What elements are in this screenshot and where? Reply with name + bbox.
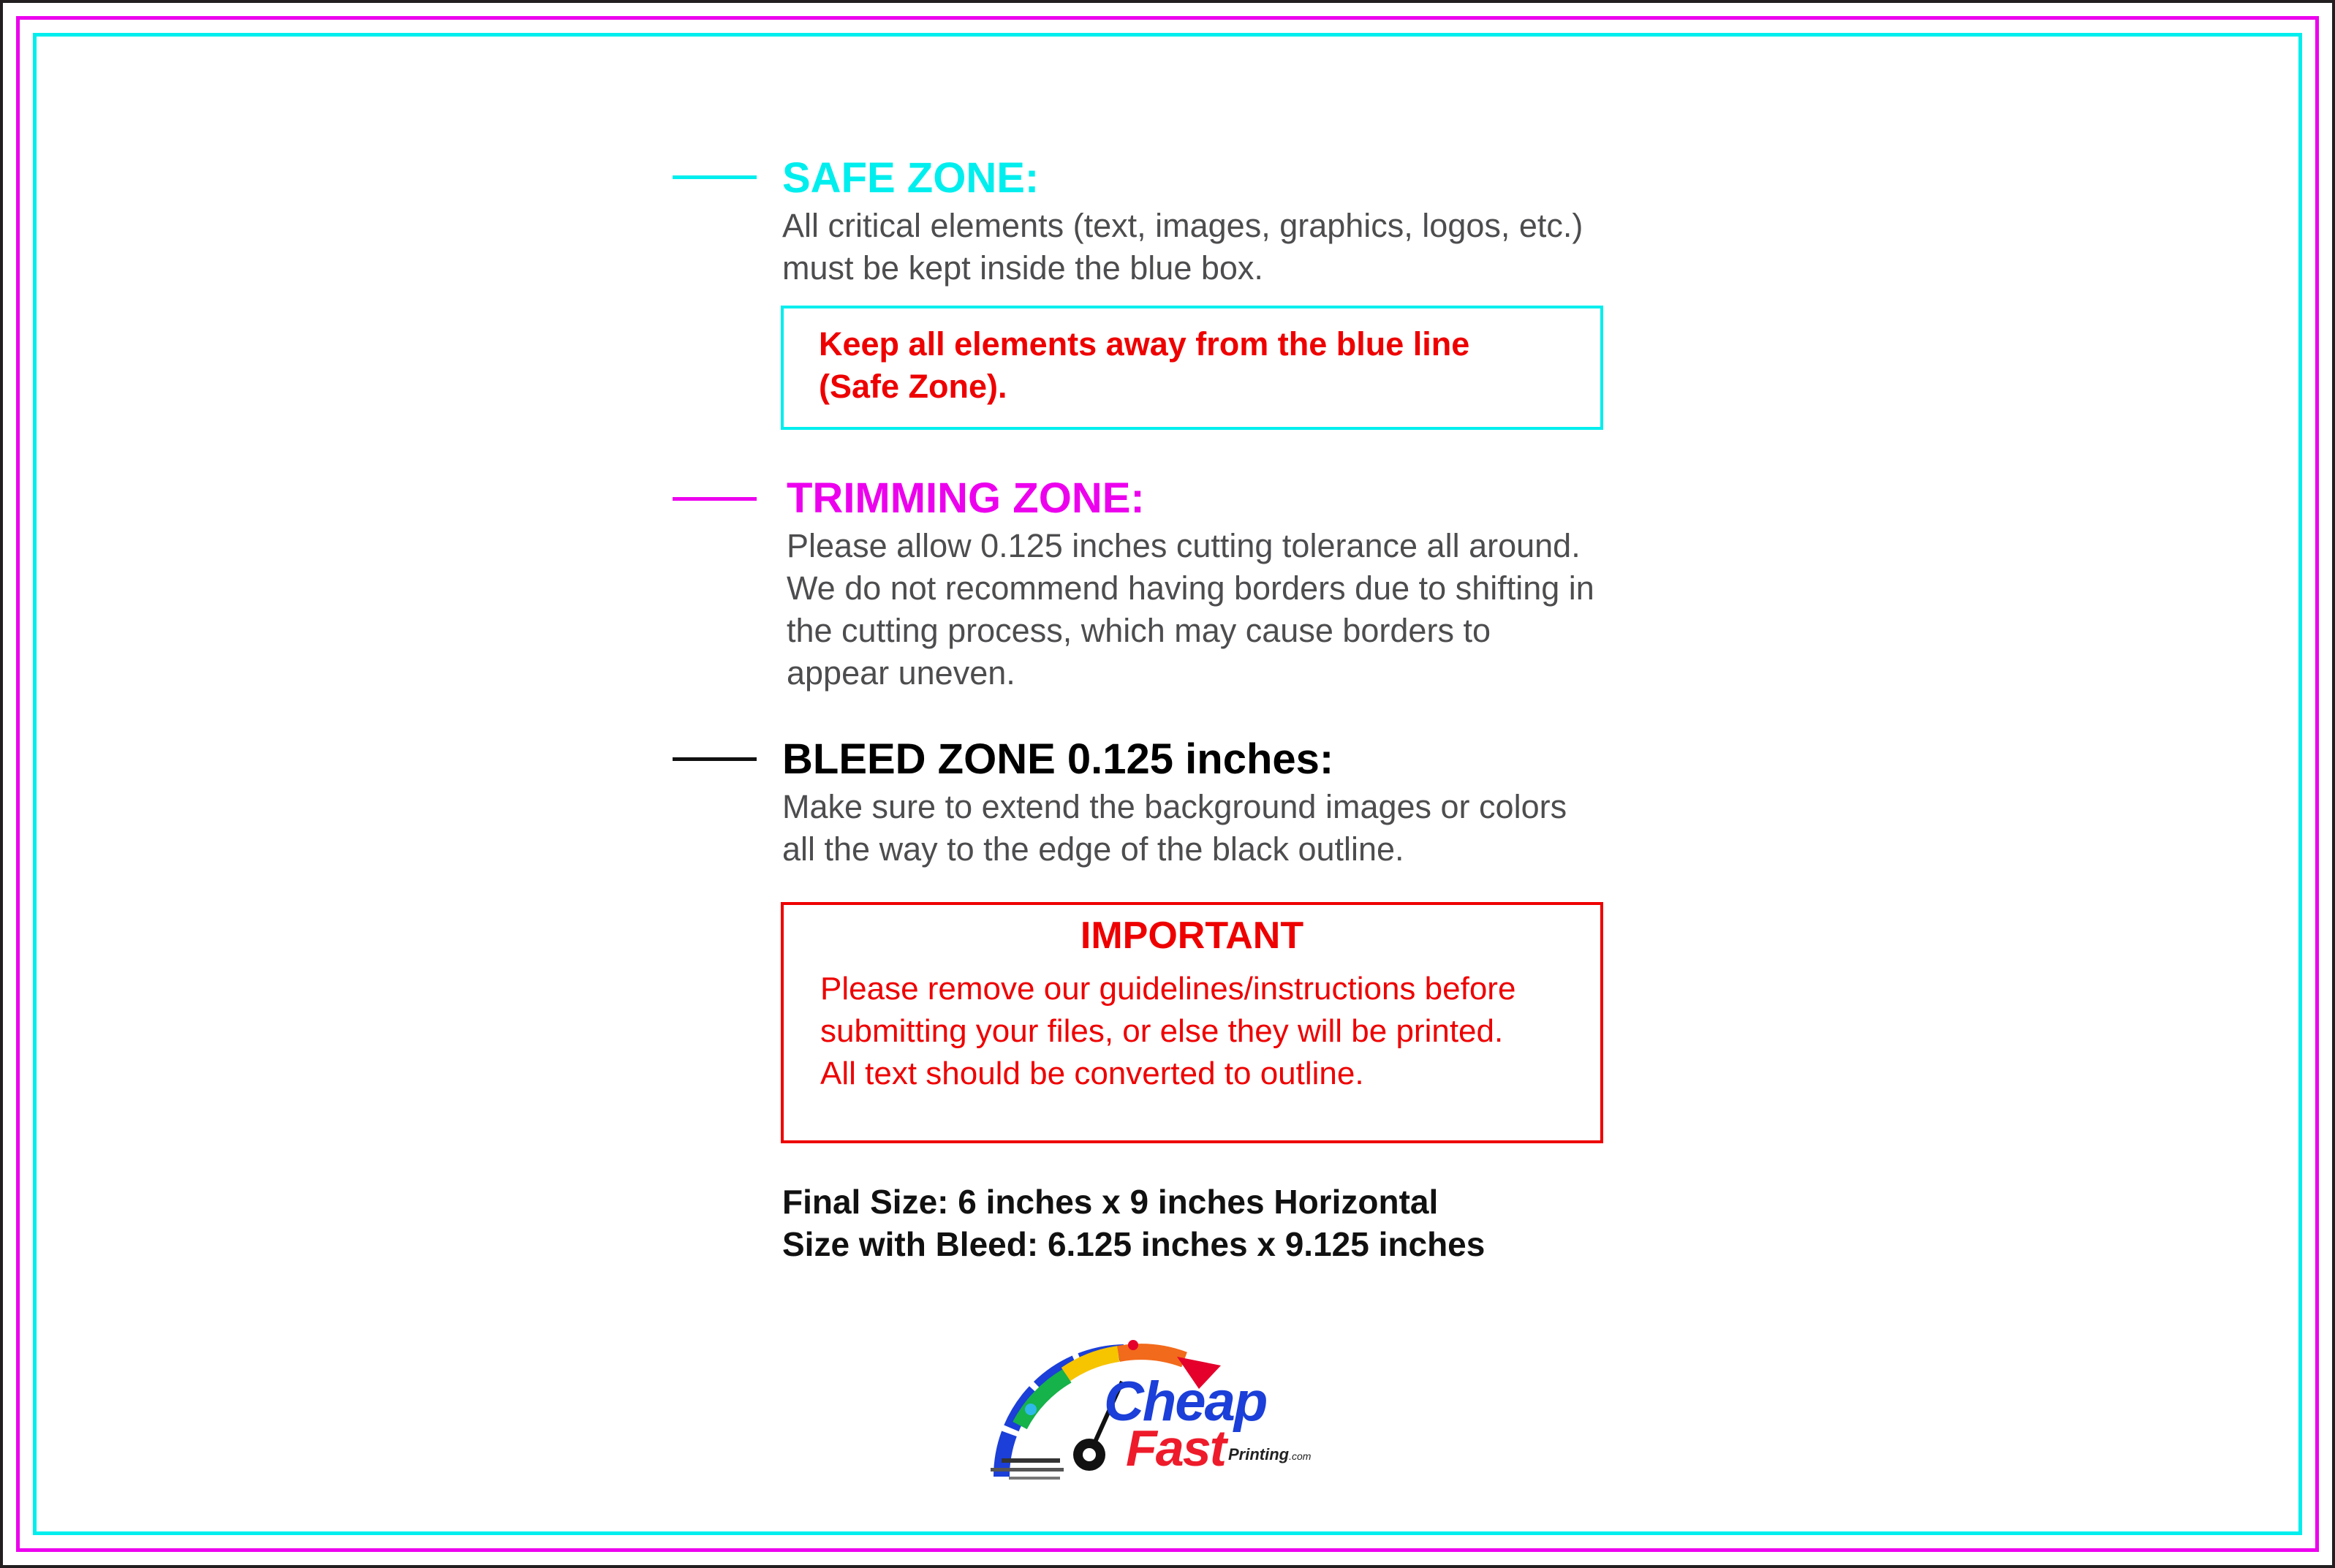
final-size: Final Size: 6 inches x 9 inches Horizontal [782, 1183, 1439, 1221]
bleed-zone-title: BLEED ZONE 0.125 inches: [782, 735, 1334, 783]
important-title: IMPORTANT [1080, 914, 1304, 957]
important-text [820, 968, 1515, 1095]
text-line: all the way to the edge of the black outline. [782, 830, 1404, 868]
safe-zone-box [781, 306, 1603, 430]
text-line: Keep all elements away from the blue line [819, 325, 1470, 363]
company-logo [980, 1330, 1331, 1491]
trimming-zone-title: TRIMMING ZONE: [787, 474, 1145, 522]
logo-dotcom: .com [1289, 1450, 1312, 1462]
text-line: We do not recommend having borders due to shifting in [787, 569, 1594, 607]
important-box [781, 902, 1603, 1143]
logo-printing-text: Printing [1228, 1445, 1290, 1463]
safe-zone-title: SAFE ZONE: [782, 154, 1040, 202]
text-line: submitting your files, or else they will be printed. [820, 1013, 1504, 1049]
text-line: the cutting process, which may cause borders to [787, 612, 1491, 649]
bleed-zone-description [782, 786, 1567, 871]
text-line: All text should be converted to outline. [820, 1056, 1364, 1091]
logo-word-printing [1228, 1446, 1311, 1465]
trimming-zone-description [787, 525, 1594, 694]
text-line: must be kept inside the blue box. [782, 249, 1263, 287]
trimming-zone-legend-line [673, 497, 757, 501]
text-line: Please allow 0.125 inches cutting tolerance all around. [787, 527, 1581, 564]
size-info [782, 1181, 1485, 1265]
text-line: Please remove our guidelines/instructions before [820, 971, 1516, 1007]
safe-zone-legend-line [673, 175, 757, 179]
text-line: (Safe Zone). [819, 368, 1007, 405]
logo-word-cheap: Cheap [1104, 1371, 1267, 1433]
text-line: appear uneven. [787, 654, 1015, 692]
bleed-zone-legend-line [673, 757, 757, 761]
safe-zone-description [782, 205, 1583, 289]
safe-zone-box-text [819, 323, 1469, 408]
text-line: All critical elements (text, images, graphics, logos, etc.) [782, 207, 1583, 244]
bleed-size: Size with Bleed: 6.125 inches x 9.125 inches [782, 1225, 1486, 1263]
logo-word-fast: Fast [1126, 1420, 1225, 1477]
text-line: Make sure to extend the background images or colors [782, 788, 1567, 825]
